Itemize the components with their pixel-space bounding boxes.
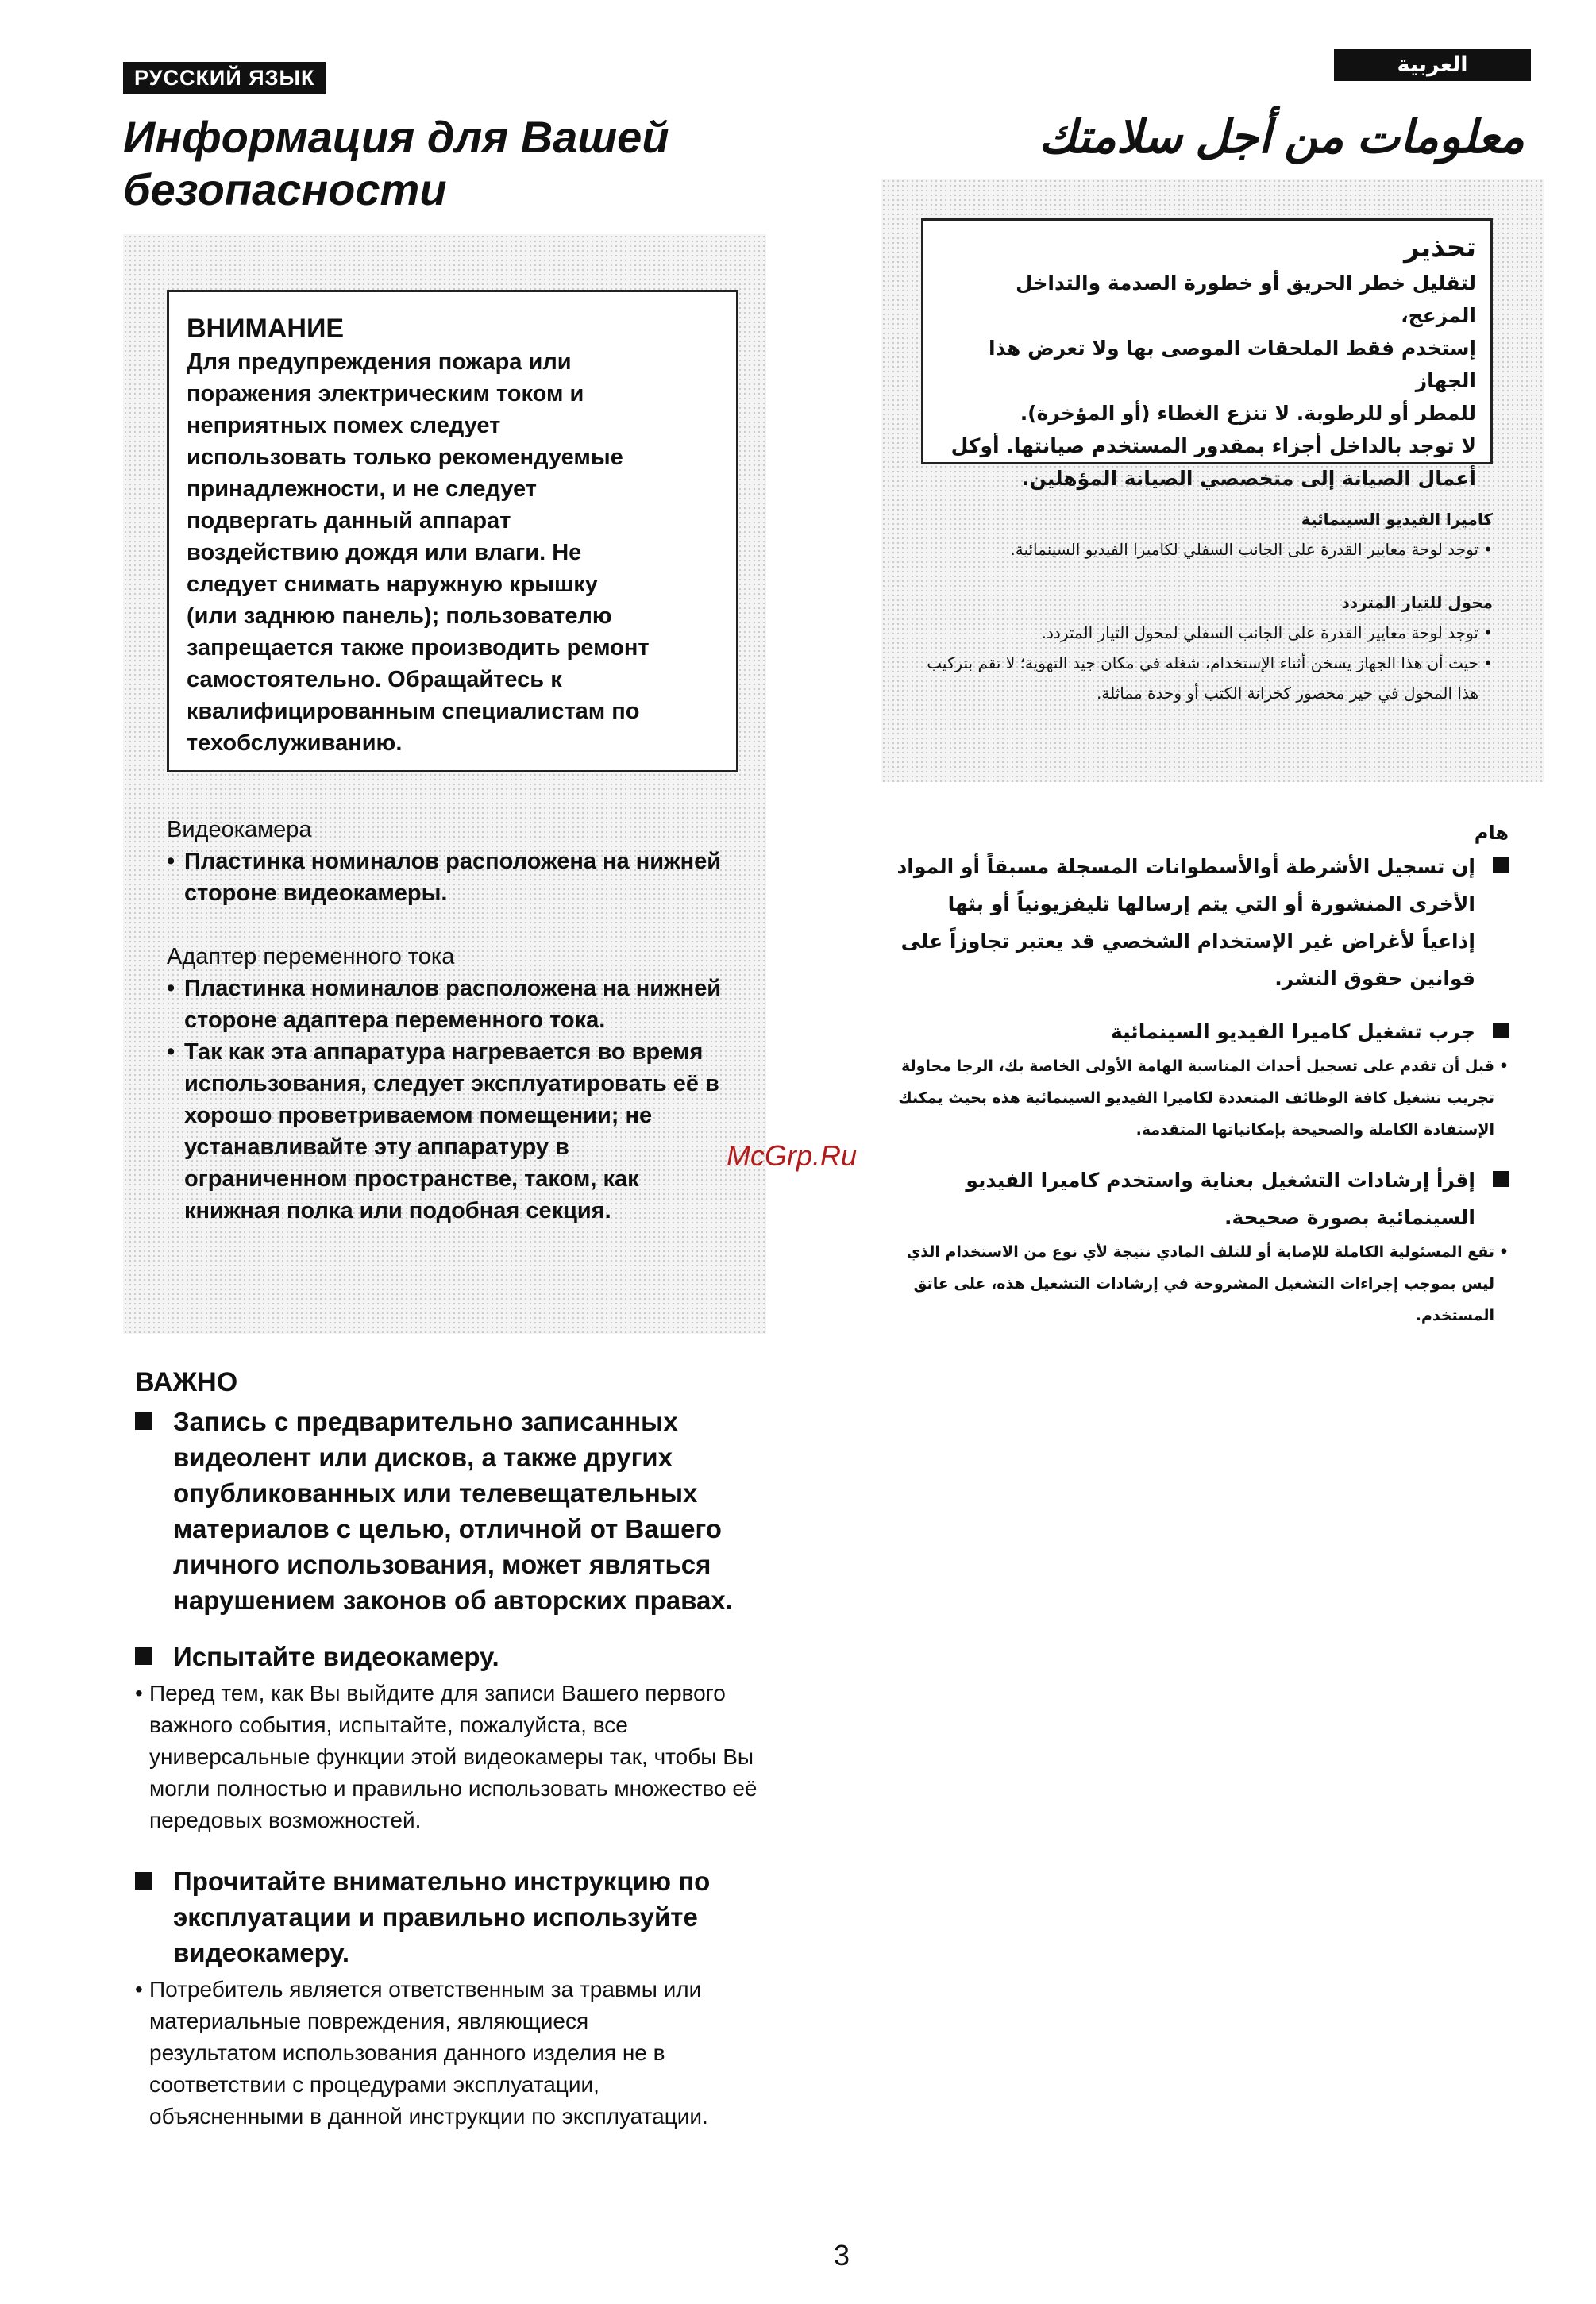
camera-section-arabic: [921, 504, 1493, 564]
square-bullet-icon: [1493, 857, 1509, 873]
important-item-text: إقرأ إرشادات التشغيل بعناية واستخدم كاميرا الفيديو السينمائية بصورة صحيحة.: [966, 1169, 1475, 1229]
important-item-text: إن تسجيل الأشرطة أوالأسطوانات المسجلة مسبقاً أو المواد الأخرى المنشورة أو التي يتم إرسالها تليفزيونياً أو بثها إذاعياً لأغراض غير الإستخدام الشخصي قد يعتبر تجاوزاً على قوانين حقوق النشر.: [896, 855, 1475, 990]
warning-line: لتقليل خطر الحريق أو خطورة الصدمة والتداخل المزعج،: [1016, 272, 1476, 327]
warning-line: أعمال الصيانة إلى متخصصي الصيانة المؤهلين.: [1021, 467, 1476, 490]
important-item: [889, 848, 1509, 997]
warning-heading: تحذير: [1404, 232, 1476, 264]
adapter-label: Адаптер переменного тока: [167, 944, 455, 969]
warning-line: квалифицированным специалистам по: [187, 699, 640, 724]
square-bullet-icon: [135, 1647, 152, 1665]
warning-line: Для предупреждения пожара или: [187, 349, 572, 375]
important-item: [889, 1013, 1509, 1050]
title-line-2: безопасности: [123, 164, 447, 214]
square-bullet-icon: [135, 1412, 152, 1430]
important-sub-bullet: • تقع المسئولية الكاملة للإصابة أو للتلف المادي نتيجة لأي نوع من الاستخدام الذي ليس بموجب إجراءات التشغيل المشروحة في إرشادات التشغيل هذه، على عاتق المستخدم.: [889, 1236, 1509, 1331]
warning-line: следует снимать наружную крышку: [187, 572, 598, 597]
warning-line: поражения электрическим током и: [187, 381, 584, 406]
camera-label: كاميرا الفيديو السينمائية: [1301, 510, 1493, 529]
warning-line: запрещается также производить ремонт: [187, 635, 650, 661]
camera-section-russian: [167, 814, 723, 909]
warning-line: самостоятельно. Обращайтесь к: [187, 667, 562, 692]
adapter-bullet: • Пластинка номиналов расположена на нижней стороне адаптера переменного тока.: [167, 973, 723, 1036]
adapter-section-arabic: [921, 588, 1493, 708]
important-sub-bullet: • قبل أن تقدم على تسجيل أحداث المناسبة الهامة الأولى الخاصة بك، الرجا محاولة تجريب تشغيل كافة الوظائف المتعددة لكاميرا الفيديو السينمائية هذه بحيث يمكنك الإستفادة الكاملة والصحيحة بإمكانياتها المتقدمة.: [889, 1050, 1509, 1146]
warning-line: использовать только рекомендуемые: [187, 445, 623, 470]
warning-heading: ВНИМАНИЕ: [187, 314, 345, 344]
camera-bullet: • Пластинка номиналов расположена на нижней стороне видеокамеры.: [167, 846, 723, 909]
warning-line: подвергать данный аппарат: [187, 508, 511, 534]
warning-line: إستخدم فقط الملحقات الموصى بها ولا تعرض هذا الجهاز: [989, 337, 1476, 392]
important-item: [889, 1162, 1509, 1236]
important-heading: ВАЖНО: [135, 1367, 238, 1397]
important-item-text: Запись с предварительно записанных видеолент или дисков, а также других опубликованных или телевещательных материалов с целью, отличной от Вашего личного использования, может являться нарушением законов об авторских правах.: [173, 1407, 733, 1615]
important-item-text: جرب تشغيل كاميرا الفيديو السينمائية: [1110, 1020, 1475, 1043]
warning-text: [187, 346, 719, 759]
title-line-1: Информация для Вашей: [123, 112, 669, 162]
square-bullet-icon: [135, 1872, 152, 1890]
important-heading: هام: [1474, 822, 1509, 844]
important-item: [135, 1863, 786, 1971]
camera-label: Видеокамера: [167, 817, 312, 842]
camera-bullet: • توجد لوحة معايير القدرة على الجانب السفلي لكاميرا الفيديو السينمائية.: [921, 534, 1493, 564]
important-sub-bullet: • Перед тем, как Вы выйдите для записи Вашего первого важного события, испытайте, пожалуйста, все универсальные функции этой видеокамеры так, чтобы Вы могли полностью и правильно использовать множество её передовых возможностей.: [135, 1678, 785, 1836]
page-title-arabic: معلومات من أجل سلامتك: [1039, 111, 1525, 163]
square-bullet-icon: [1493, 1023, 1509, 1038]
warning-box-russian: [167, 290, 738, 772]
warning-line: للمطر أو للرطوبة. لا تنزع الغطاء (أو المؤخرة).: [1020, 402, 1476, 425]
square-bullet-icon: [1493, 1171, 1509, 1187]
warning-line: неприятных помех следует: [187, 413, 501, 438]
important-section-russian: [135, 1364, 786, 2133]
page-number: 3: [834, 2239, 850, 2271]
site-watermark: McGrp.Ru: [727, 1139, 858, 1172]
important-section-arabic: [889, 818, 1509, 1331]
important-item-text: Прочитайте внимательно инструкцию по эксплуатации и правильно используйте видеокамеру.: [173, 1867, 711, 1967]
adapter-bullet: • حيث أن هذا الجهاز يسخن أثناء الإستخدام، شغله في مكان جيد التهوية؛ لا تقم بتركيب هذا المحول في حيز محصور كخزانة الكتب أو وحدة مماثلة.: [921, 648, 1493, 708]
warning-line: техобслуживанию.: [187, 730, 403, 756]
important-sub-bullet: • Потребитель является ответственным за травмы или материальные повреждения, являющиеся результатом использования данного изделия не в соответствии с процедурами эксплуатации, объясненными в данной инструкции по эксплуатации.: [135, 1974, 721, 2133]
adapter-section-russian: [167, 941, 723, 1227]
adapter-bullet: • Так как эта аппаратура нагревается во время использования, следует эксплуатировать её в хорошо проветриваемом помещении; не устанавливайте эту аппаратуру в ограниченном пространстве, таком, как книжная полка или подобная секция.: [167, 1036, 723, 1227]
warning-box-arabic: [921, 218, 1493, 490]
page-title-russian: [123, 111, 838, 216]
important-item-text: Испытайте видеокамеру.: [173, 1642, 499, 1671]
adapter-label: محول للتيار المتردد: [1341, 593, 1493, 612]
warning-line: принадлежности, и не следует: [187, 476, 537, 502]
important-item: [135, 1639, 786, 1674]
language-tag-russian: РУССКИЙ ЯЗЫК: [123, 62, 326, 94]
language-tag-arabic: العربية: [1334, 49, 1531, 81]
warning-line: (или заднюю панель); пользователю: [187, 603, 612, 629]
important-item: [135, 1404, 786, 1618]
warning-line: воздействию дождя или влаги. Не: [187, 540, 582, 565]
adapter-bullet: • توجد لوحة معايير القدرة على الجانب السفلي لمحول التيار المتردد.: [921, 618, 1493, 648]
warning-line: لا توجد بالداخل أجزاء بمقدور المستخدم صيانتها. أوكل: [950, 434, 1476, 457]
